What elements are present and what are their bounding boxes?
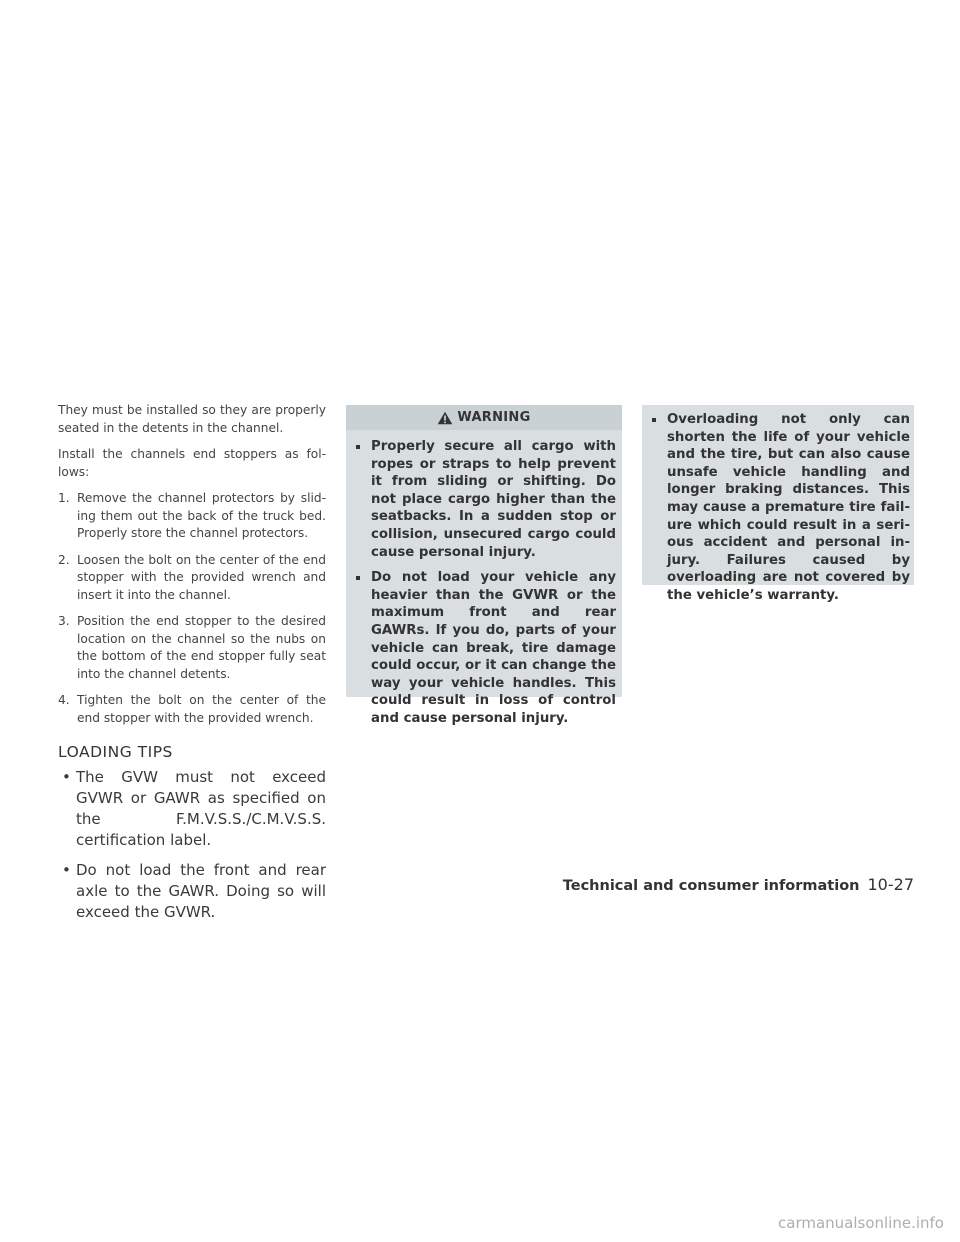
step-number: 2. [58, 552, 70, 567]
list-item [354, 438, 616, 561]
step-number: 4. [58, 693, 70, 707]
steps-list [58, 490, 326, 727]
warning-box-continued [642, 405, 914, 603]
watermark: carmanualsonline.info [778, 1214, 944, 1232]
step-number: 1. [58, 491, 70, 505]
step-text: Position the end stopper to the desired location on the channel so the nubs on the bottom of the end stopper fully seat into the channel detents. [77, 614, 326, 681]
step-text: Loosen the bolt on the center of the end stopper with the provided wrench and insert it into the channel. [77, 552, 326, 602]
list-item [58, 767, 326, 851]
warning-triangle-icon [437, 411, 453, 425]
loading-tips-list [58, 767, 326, 923]
bullet: • [62, 768, 71, 786]
list-item [58, 860, 326, 923]
step-text: Remove the channel protectors by slid-ing them out the back of the truck bed. Properly store the channel protectors. [77, 491, 326, 540]
list-item [58, 552, 326, 605]
square-bullet-icon [652, 418, 656, 422]
tip-text: The GVW must not exceed GVWR or GAWR as specified on the F.M.V.S.S./C.M.V.S.S. certification label. [76, 768, 326, 849]
list-item [58, 490, 326, 543]
warning-list [346, 430, 622, 728]
square-bullet-icon [356, 445, 360, 449]
list-item [58, 613, 326, 683]
left-column [58, 402, 326, 932]
warning-list-continued [642, 405, 914, 605]
list-item [354, 569, 616, 727]
warning-label: WARNING [457, 410, 531, 425]
list-item [58, 692, 326, 727]
warning-box [346, 405, 622, 726]
bullet: • [62, 861, 71, 879]
warning-header [346, 405, 622, 430]
list-item [650, 411, 910, 605]
step-number: 3. [58, 614, 70, 628]
page-footer [563, 875, 914, 894]
intro-paragraph-1: They must be installed so they are properly seated in the detents in the channel. [58, 403, 326, 435]
warning-text: Overloading not only can shorten the life of your vehicle and the tire, but can also cause unsafe vehicle handling and longer braking distances. This may cause a premature tire fail-ure which could result in a seri-ous accident and personal in-jury. Failures caused by overloading are not covered by the vehicle’s warranty. [667, 412, 910, 603]
page-number: 10-27 [867, 875, 914, 894]
square-bullet-icon [356, 576, 360, 580]
warning-text: Do not load your vehicle any heavier than the GVWR or the maximum front and rear GAWRs. If you do, parts of your vehicle can break, tire damage could occur, or it can change the way your vehicle handles. This could result in loss of control and cause personal injury. [371, 570, 616, 726]
intro-paragraph-2: Install the channels end stoppers as fol-lows: [58, 447, 326, 479]
section-title: Technical and consumer information [562, 878, 860, 894]
loading-tips-heading: LOADING TIPS [58, 743, 173, 761]
tip-text: Do not load the front and rear axle to the GAWR. Doing so will exceed the GVWR. [76, 861, 326, 921]
warning-text: Properly secure all cargo with ropes or straps to help prevent it from sliding or shifting. Do not place cargo higher than the seatbacks. In a sudden stop or collision, unsecured cargo could cause personal injury. [371, 439, 616, 560]
step-text: Tighten the bolt on the center of the end stopper with the provided wrench. [77, 693, 326, 725]
